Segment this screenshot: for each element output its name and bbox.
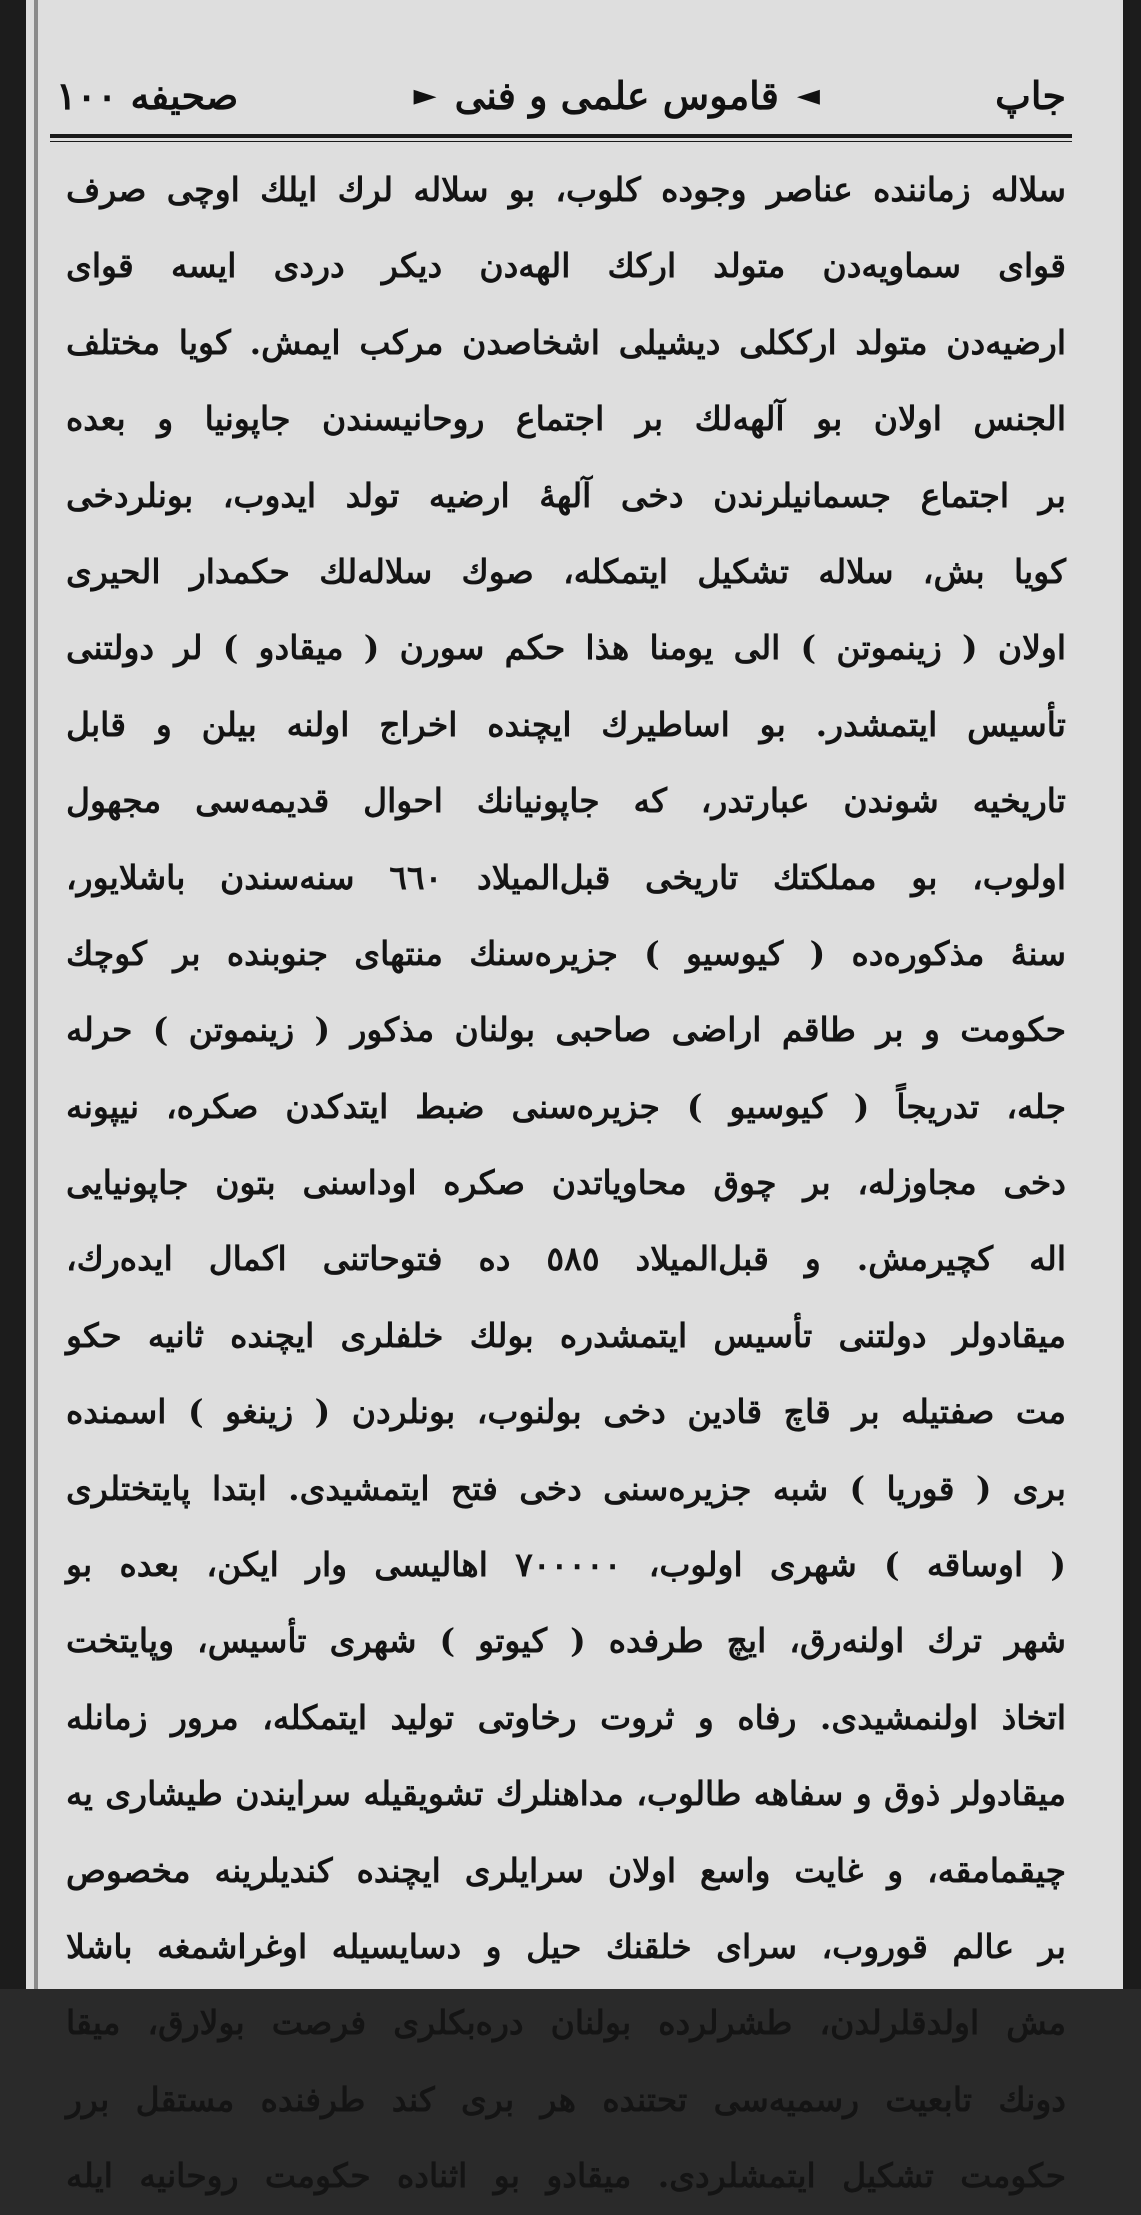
text-line: سنۀ مذکوره‌ده ( کیوسیو ) جزیره‌سنك منتهای جنوبنده بر کوچك: [66, 933, 1066, 973]
arrow-right-icon: ◄: [796, 77, 820, 113]
text-line: ارضیه‌دن متولد ارککلی دیشیلی اشخاصدن مرکب ایمش. کویا مختلف: [66, 322, 1066, 362]
text-line: اولان ( زینموتن ) الی یومنا هذا حکم سورن ( میقادو ) لر دولتنی: [66, 628, 1066, 668]
text-line: چیقمامقه، و غایت واسع اولان سرایلری ایچنده کندیلرینه مخصوص: [66, 1850, 1066, 1890]
header-rule: [50, 134, 1072, 138]
text-line: بر اجتماع جسمانیلرندن دخی آلهۀ ارضیه تولد ایدوب، بونلردخی: [66, 475, 1066, 515]
header-right-text: جاپ: [995, 72, 1066, 118]
body-text: [66, 152, 1066, 2215]
page-edge-line: [34, 0, 38, 1989]
text-line: الجنس اولان بو آلهه‌لك بر اجتماع روحانیسندن جاپونیا و بعده: [66, 399, 1066, 439]
text-line: میقادولر دولتنی تأسیس ایتمشدره بولك خلفلری ایچنده ثانیه حکو: [66, 1315, 1066, 1355]
text-line: دخی مجاوزله، بر چوق محاویاتدن صکره اوداسنی بتون جاپونیایی: [66, 1163, 1066, 1203]
text-line: سلاله زماننده عناصر وجوده کلوب، بو سلاله لرك ایلك اوچی صرف: [66, 170, 1066, 209]
text-line: کویا بش، سلاله تشکیل ایتمکله، صوك سلاله‌لك حکمدار الحیری: [66, 551, 1066, 591]
text-line: اتخاذ اولنمشیدی. رفاه و ثروت رخاوتی تولید ایتمکله، مرور زمانله: [66, 1697, 1066, 1737]
header-rule-thin: [50, 141, 1072, 142]
text-line: قوای سماویه‌دن متولد ارکك الهه‌دن دیکر دردی ایسه قوای: [66, 246, 1066, 286]
document-page: [26, 0, 1123, 2196]
text-line: دونك تابعیت رسمیه‌سی تحتنده هر بری کند طرفنده مستقل برر: [66, 2079, 1066, 2119]
header-title: قاموس علمی و فنی: [454, 72, 779, 118]
scan-right-margin: [1123, 0, 1141, 1989]
text-line: اولوب، بو مملکتك تاریخی قبل‌المیلاد ٦٦٠ سنه‌سندن باشلایور،: [66, 857, 1067, 897]
text-line: حکومت تشکیل ایتمشلردی. میقادو بو اثناده حکومت روحانیه ایله: [66, 2156, 1066, 2196]
text-line: میقادولر ذوق و سفاهه طالوب، مداهنلرك تشویقیله سرایندن طیشاری یه: [66, 1774, 1066, 1814]
text-line: تأسیس ایتمشدر. بو اساطیرك ایچنده اخراج اولنه بیلن و قابل: [66, 704, 1066, 744]
header-center: [413, 73, 820, 118]
page-header: [56, 60, 1066, 130]
arrow-left-icon: ►: [413, 77, 437, 113]
page-number: صحیفه ١٠٠: [56, 72, 239, 118]
text-line: ( اوساقه ) شهری اولوب، ٧٠٠٠٠٠ اهالیسی وار ایکن، بعده بو: [66, 1545, 1066, 1585]
text-line: مت صفتیله بر قاچ قادین دخی بولنوب، بونلردن ( زینغو ) اسمنده: [66, 1392, 1066, 1432]
text-line: تاریخیه شوندن عبارتدر، که جاپونیانك احوال قدیمه‌سی مجهول: [66, 781, 1066, 821]
text-line: بر عالم قوروب، سرای خلقنك حیل و دسایسیله اوغراشمغه باشلا: [66, 1926, 1066, 1966]
text-line: بری ( قوریا ) شبه جزیره‌سنی دخی فتح ایتمشیدی. ابتدا پایتختلری: [66, 1468, 1066, 1508]
text-line: جله، تدریجاً ( کیوسیو ) جزیره‌سنی ضبط ایتدکدن صکره، نیپونه: [66, 1086, 1066, 1126]
scan-left-margin: [0, 0, 26, 1989]
text-line: شهر ترك اولنه‌رق، ایچ طرفده ( کیوتو ) شهری تأسیس، وپایتخت: [66, 1621, 1066, 1661]
text-line: مش اولدقلرلدن، طشرلرده بولنان دره‌بکلری فرصت بولارق، میقا: [66, 2003, 1066, 2043]
text-line: اله کچیرمش. و قبل‌المیلاد ٥٨٥ ده فتوحاتنی اکمال ایده‌رك،: [66, 1239, 1066, 1279]
text-line: حکومت و بر طاقم اراضی صاحبی بولنان مذکور ( زینموتن ) حرله: [66, 1010, 1066, 1050]
